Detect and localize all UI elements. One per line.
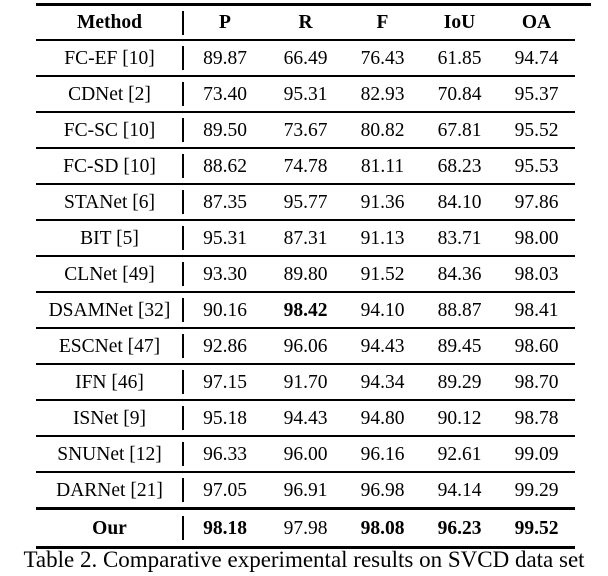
value-cell: 89.80 xyxy=(283,263,328,285)
table-row xyxy=(36,77,575,113)
value-cell: 89.45 xyxy=(437,335,482,357)
value-cell: 88.87 xyxy=(437,299,482,321)
table-row xyxy=(36,185,575,221)
value-cell: 76.43 xyxy=(360,47,405,69)
value-cell: 97.98 xyxy=(283,517,328,539)
column-separator-rule xyxy=(182,442,184,466)
value-cell: 91.13 xyxy=(360,227,405,249)
value-cell: 94.14 xyxy=(437,479,482,501)
table-row xyxy=(36,221,575,257)
value-cell: 61.85 xyxy=(437,47,482,69)
value-cell: 90.12 xyxy=(437,407,482,429)
value-cell: 96.33 xyxy=(203,443,247,465)
value-cell: 98.41 xyxy=(514,299,559,321)
value-cell: 87.35 xyxy=(203,191,247,213)
value-cell: 68.23 xyxy=(437,155,482,177)
value-cell: 83.71 xyxy=(437,227,482,249)
column-header-oa: OA xyxy=(521,12,552,34)
value-cell: 91.52 xyxy=(360,263,405,285)
method-cell: CDNet [2] xyxy=(68,83,151,105)
value-cell: 95.52 xyxy=(514,119,559,141)
value-cell: 98.70 xyxy=(514,371,559,393)
value-cell: 92.86 xyxy=(203,335,247,357)
value-cell: 98.08 xyxy=(360,517,405,539)
value-cell: 80.82 xyxy=(360,119,405,141)
value-cell: 91.36 xyxy=(360,191,405,213)
method-cell: BIT [5] xyxy=(80,227,139,249)
value-cell: 99.29 xyxy=(514,479,559,501)
value-cell: 95.31 xyxy=(283,83,328,105)
value-cell: 67.81 xyxy=(437,119,482,141)
method-cell: CLNet [49] xyxy=(64,263,155,285)
column-header-method: Method xyxy=(77,12,142,34)
table-row xyxy=(36,473,575,510)
value-cell: 98.42 xyxy=(283,299,328,321)
column-separator-rule xyxy=(182,262,184,286)
column-separator-rule xyxy=(182,298,184,322)
method-cell: FC-SD [10] xyxy=(63,155,156,177)
value-cell: 96.06 xyxy=(283,335,328,357)
value-cell: 93.30 xyxy=(203,263,247,285)
value-cell: 96.91 xyxy=(283,479,328,501)
value-cell: 94.43 xyxy=(283,407,328,429)
table-row xyxy=(36,365,575,401)
value-cell: 73.67 xyxy=(283,119,328,141)
column-separator-rule xyxy=(182,190,184,214)
method-cell: DSAMNet [32] xyxy=(48,299,171,321)
value-cell: 98.18 xyxy=(203,517,247,539)
value-cell: 84.10 xyxy=(437,191,482,213)
table-row xyxy=(36,510,575,549)
value-cell: 95.37 xyxy=(514,83,559,105)
value-cell: 95.77 xyxy=(283,191,328,213)
value-cell: 98.78 xyxy=(514,407,559,429)
column-separator-rule xyxy=(182,478,184,502)
table-row xyxy=(36,149,575,185)
value-cell: 96.00 xyxy=(283,443,328,465)
value-cell: 99.09 xyxy=(514,443,559,465)
method-cell: ISNet [9] xyxy=(72,407,147,429)
column-separator-rule xyxy=(182,406,184,430)
value-cell: 98.03 xyxy=(514,263,559,285)
table-caption: Table 2. Comparative experimental results on SVCD data set xyxy=(23,547,585,572)
value-cell: 82.93 xyxy=(360,83,405,105)
method-cell: Our xyxy=(92,517,127,539)
value-cell: 94.74 xyxy=(514,47,559,69)
column-separator-rule xyxy=(182,516,184,540)
value-cell: 87.31 xyxy=(283,227,328,249)
value-cell: 95.31 xyxy=(203,227,247,249)
value-cell: 95.18 xyxy=(203,407,247,429)
method-cell: STANet [6] xyxy=(63,191,156,213)
value-cell: 96.16 xyxy=(360,443,405,465)
value-cell: 97.15 xyxy=(203,371,247,393)
column-header-precision: P xyxy=(219,12,231,34)
column-header-iou: IoU xyxy=(443,12,476,34)
value-cell: 96.98 xyxy=(360,479,405,501)
value-cell: 96.23 xyxy=(437,517,482,539)
column-separator-rule xyxy=(182,11,184,35)
value-cell: 97.05 xyxy=(203,479,247,501)
method-cell: FC-SC [10] xyxy=(63,119,156,141)
method-cell: DARNet [21] xyxy=(56,479,163,501)
value-cell: 73.40 xyxy=(203,83,247,105)
value-cell: 88.62 xyxy=(203,155,247,177)
table-row xyxy=(36,41,575,77)
value-cell: 94.34 xyxy=(360,371,405,393)
value-cell: 91.70 xyxy=(283,371,328,393)
column-separator-rule xyxy=(182,118,184,142)
value-cell: 89.29 xyxy=(437,371,482,393)
value-cell: 66.49 xyxy=(283,47,328,69)
column-separator-rule xyxy=(182,46,184,70)
table-row xyxy=(36,293,575,329)
value-cell: 74.78 xyxy=(283,155,328,177)
value-cell: 84.36 xyxy=(437,263,482,285)
method-cell: IFN [46] xyxy=(75,371,144,393)
table-row xyxy=(36,113,575,149)
value-cell: 98.00 xyxy=(514,227,559,249)
value-cell: 98.60 xyxy=(514,335,559,357)
value-cell: 81.11 xyxy=(360,155,405,177)
value-cell: 90.16 xyxy=(203,299,247,321)
value-cell: 94.43 xyxy=(360,335,405,357)
value-cell: 70.84 xyxy=(437,83,482,105)
table-row xyxy=(36,437,575,473)
column-header-recall: R xyxy=(298,12,313,34)
table-header-row xyxy=(36,6,575,41)
value-cell: 97.86 xyxy=(514,191,559,213)
value-cell: 94.80 xyxy=(360,407,405,429)
value-cell: 99.52 xyxy=(514,517,559,539)
method-cell: ESCNet [47] xyxy=(58,335,161,357)
column-separator-rule xyxy=(182,154,184,178)
value-cell: 95.53 xyxy=(514,155,559,177)
value-cell: 89.50 xyxy=(203,119,247,141)
column-separator-rule xyxy=(182,82,184,106)
column-separator-rule xyxy=(182,226,184,250)
value-cell: 94.10 xyxy=(360,299,405,321)
value-cell: 92.61 xyxy=(437,443,482,465)
table-row xyxy=(36,257,575,293)
column-separator-rule xyxy=(182,370,184,394)
column-header-fscore: F xyxy=(376,12,389,34)
column-separator-rule xyxy=(182,334,184,358)
table-row xyxy=(36,401,575,437)
method-cell: SNUNet [12] xyxy=(57,443,162,465)
value-cell: 89.87 xyxy=(203,47,247,69)
comparative-results-table xyxy=(36,3,591,549)
table-row xyxy=(36,329,575,365)
method-cell: FC-EF [10] xyxy=(64,47,155,69)
